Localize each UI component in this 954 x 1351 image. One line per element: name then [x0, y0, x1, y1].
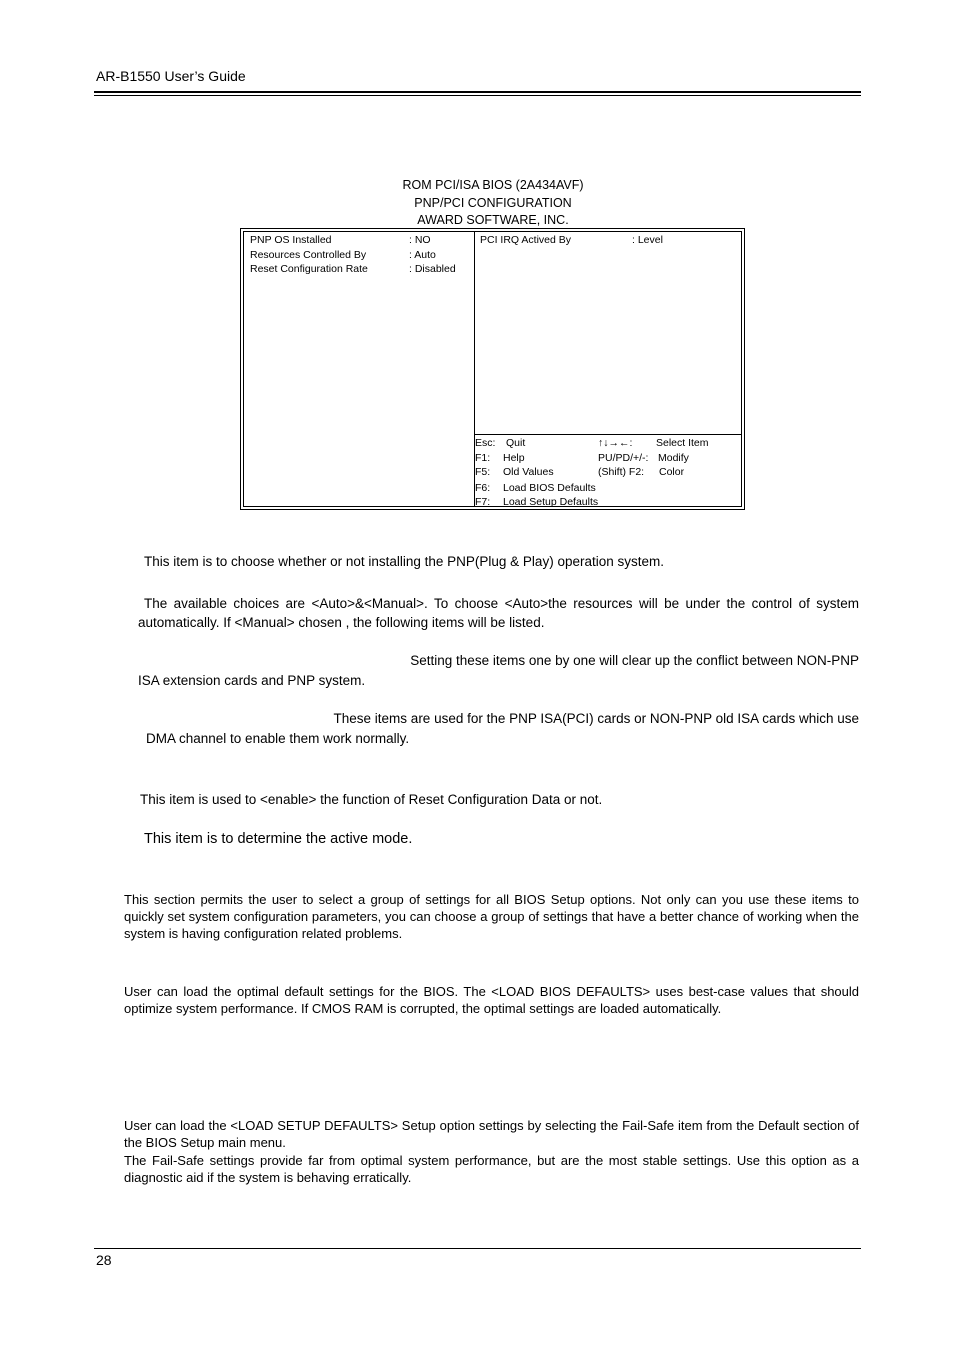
dma-setting-description-line-1: These items are used for the PNP ISA(PCI) cards or NON-PNP old ISA cards which use	[333, 711, 859, 726]
pnp-os-installed-label[interactable]: PNP OS Installed	[250, 234, 332, 246]
bios-title-line-1: ROM PCI/ISA BIOS (2A434AVF)	[402, 178, 584, 192]
key-f7: F7:	[475, 496, 491, 508]
reset-config-rate-value[interactable]: : Disabled	[409, 263, 456, 275]
reset-config-rate-label[interactable]: Reset Configuration Rate	[250, 263, 368, 275]
key-esc: Esc:	[475, 437, 496, 449]
bios-column-divider	[474, 232, 475, 506]
load-setup-defaults-description: User can load the <LOAD SETUP DEFAULTS> Setup option settings by selecting the Fail-Safe item from the Default section of the BIOS Setup main menu.	[124, 1118, 859, 1150]
key-f1-action: Help	[503, 452, 525, 464]
page-header-title: AR-B1550 User’s Guide	[96, 68, 246, 84]
dma-setting-description-line-2: DMA channel to enable them work normally.	[146, 731, 410, 746]
load-bios-defaults-description: User can load the optimal default settings for the BIOS. The <LOAD BIOS DEFAULTS> uses best-case values that should optimize system performance. If CMOS RAM is corrupted, the optimal settings are loaded automatically.	[124, 984, 859, 1016]
key-esc-action: Quit	[506, 437, 526, 449]
key-pupd-action: Modify	[658, 452, 689, 464]
pci-irq-actived-label[interactable]: PCI IRQ Actived By	[480, 234, 572, 246]
bios-setup-screen	[240, 228, 745, 510]
irq-setting-description-line-2: ISA extension cards and PNP system.	[138, 673, 366, 688]
key-f5: F5:	[475, 466, 491, 478]
key-f6-action: Load BIOS Defaults	[503, 482, 596, 494]
bios-keys-divider	[474, 434, 741, 435]
key-shift-f2-action: Color	[659, 466, 685, 478]
key-f5-action: Old Values	[503, 466, 554, 478]
defaults-section-description: This section permits the user to select a group of settings for all BIOS Setup options. Not only can you use these items to quickly set system configuration parameters, you can choose a group of settings that have a better chance of working when the system is having configuration related problems.	[124, 892, 859, 941]
key-arrows-action: Select Item	[656, 437, 709, 449]
reset-config-description: This item is used to <enable> the function of Reset Configuration Data or not.	[140, 792, 603, 807]
header-rule	[94, 91, 861, 93]
footer-rule	[94, 1248, 861, 1249]
key-f7-action: Load Setup Defaults	[503, 496, 599, 508]
key-f6: F6:	[475, 482, 491, 494]
irq-setting-description-line-1: Setting these items one by one will clear up the conflict between NON-PNP	[410, 653, 859, 668]
resources-controlled-value[interactable]: : Auto	[409, 249, 436, 261]
key-shift-f2: (Shift) F2:	[598, 466, 645, 478]
pnp-os-installed-value[interactable]: : NO	[409, 234, 431, 246]
header-rule-thin	[94, 95, 861, 96]
key-pupd: PU/PD/+/-:	[598, 452, 649, 464]
pci-irq-actived-value[interactable]: : Level	[632, 234, 663, 246]
bios-title-line-2: PNP/PCI CONFIGURATION	[414, 196, 572, 210]
pnp-os-description: This item is to choose whether or not installing the PNP(Plug & Play) operation system.	[144, 554, 664, 569]
page-number: 28	[96, 1252, 112, 1268]
key-f1: F1:	[475, 452, 491, 464]
pci-irq-description: This item is to determine the active mode.	[144, 831, 413, 847]
bios-setup-frame	[243, 231, 742, 507]
resources-controlled-label[interactable]: Resources Controlled By	[250, 249, 367, 261]
key-arrows: ↑↓→←:	[598, 437, 633, 449]
bios-title-line-3: AWARD SOFTWARE, INC.	[417, 213, 569, 227]
fail-safe-description: The Fail-Safe settings provide far from optimal system performance, but are the most stable settings. Use this option as a diagnostic aid if the system is behaving erratically.	[124, 1153, 859, 1185]
resources-controlled-description: The available choices are <Auto>&<Manual>. To choose <Auto>the resources will be under the control of system automatically. If <Manual> chosen , the following items will be listed.	[138, 596, 859, 630]
